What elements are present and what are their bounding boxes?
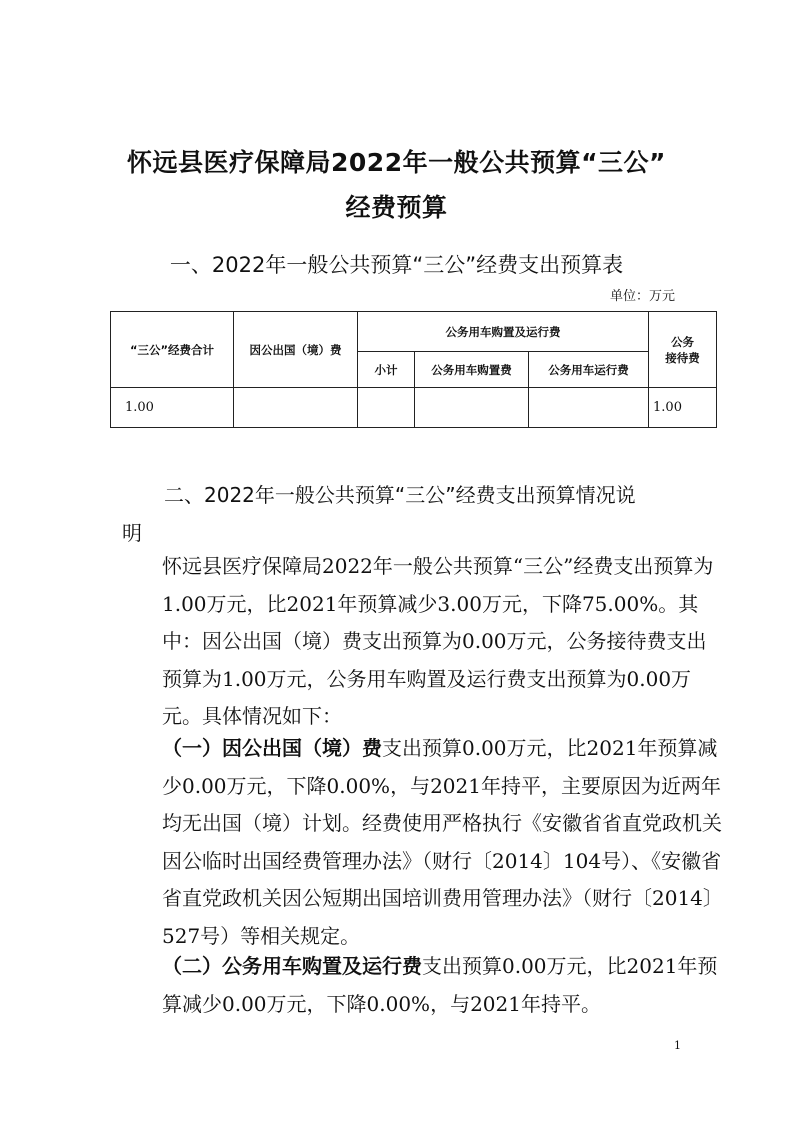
- cell-vehicle-purchase: [415, 388, 529, 428]
- header-reception: [649, 312, 717, 388]
- item1-label: （一）因公出国（境）费: [162, 736, 382, 760]
- table-header-row: [111, 312, 717, 352]
- header-reception-line1: 公务: [671, 334, 695, 349]
- page-number: 1: [674, 1039, 681, 1052]
- table-row: [111, 388, 717, 428]
- header-vehicle-operation: 公务用车运行费: [529, 352, 649, 388]
- section2-heading-line2: 明: [122, 521, 142, 545]
- section2-heading-line1: 二、2022年一般公共预算“三公”经费支出预算情况说: [164, 483, 636, 507]
- cell-subtotal: [358, 388, 415, 428]
- header-total: “三公”经费合计: [111, 312, 234, 388]
- header-subtotal: 小计: [358, 352, 415, 388]
- section1-heading: 一、2022年一般公共预算“三公”经费支出预算表: [169, 253, 624, 277]
- cell-vehicle-operation: [529, 388, 649, 428]
- item2-text: 支出预算0.00万元，比2021年预算减少0.00万元，下降0.00%，与2021年持平。: [162, 954, 718, 1016]
- summary-paragraph: 怀远县医疗保障局2022年一般公共预算“三公”经费支出预算为1.00万元，比2021年预算减少3.00万元，下降75.00%。其中：因公出国（境）费支出预算为0.00万元，公务接待费支出预算为1.00万元，公务用车购置及运行费支出预算为0.00万元。具体情况如下：: [162, 554, 714, 728]
- item2-label: （二）公务用车购置及运行费: [162, 954, 422, 978]
- item1-text: 支出预算0.00万元，比2021年预算减少0.00万元，下降0.00%，与2021年持平，主要原因为近两年均无出国（境）计划。经费使用严格执行《安徽省省直党政机关因公临时出国经费管理办法》（财行〔2014〕104号）、《安徽省省直党政机关因公短期出国培训费用管理办法》（财行〔2014〕527号）等相关规定。: [162, 736, 722, 948]
- cell-abroad: [234, 388, 358, 428]
- header-vehicle-group: 公务用车购置及运行费: [358, 312, 649, 352]
- cell-total: 1.00: [111, 388, 234, 428]
- section2-heading: [122, 476, 682, 552]
- header-reception-line2: 接待费: [665, 350, 700, 365]
- item2-paragraph: [122, 948, 722, 1023]
- unit-label: 单位：万元: [609, 289, 675, 304]
- document-title-line2: 经费预算: [345, 193, 448, 222]
- item1-paragraph: [122, 730, 722, 955]
- cell-reception: 1.00: [649, 388, 717, 428]
- header-vehicle-purchase: 公务用车购置费: [415, 352, 529, 388]
- header-abroad: 因公出国（境）费: [234, 312, 358, 388]
- three-public-budget-table: [110, 311, 717, 428]
- document-title-line1: 怀远县医疗保障局2022年一般公共预算“三公”: [127, 148, 666, 177]
